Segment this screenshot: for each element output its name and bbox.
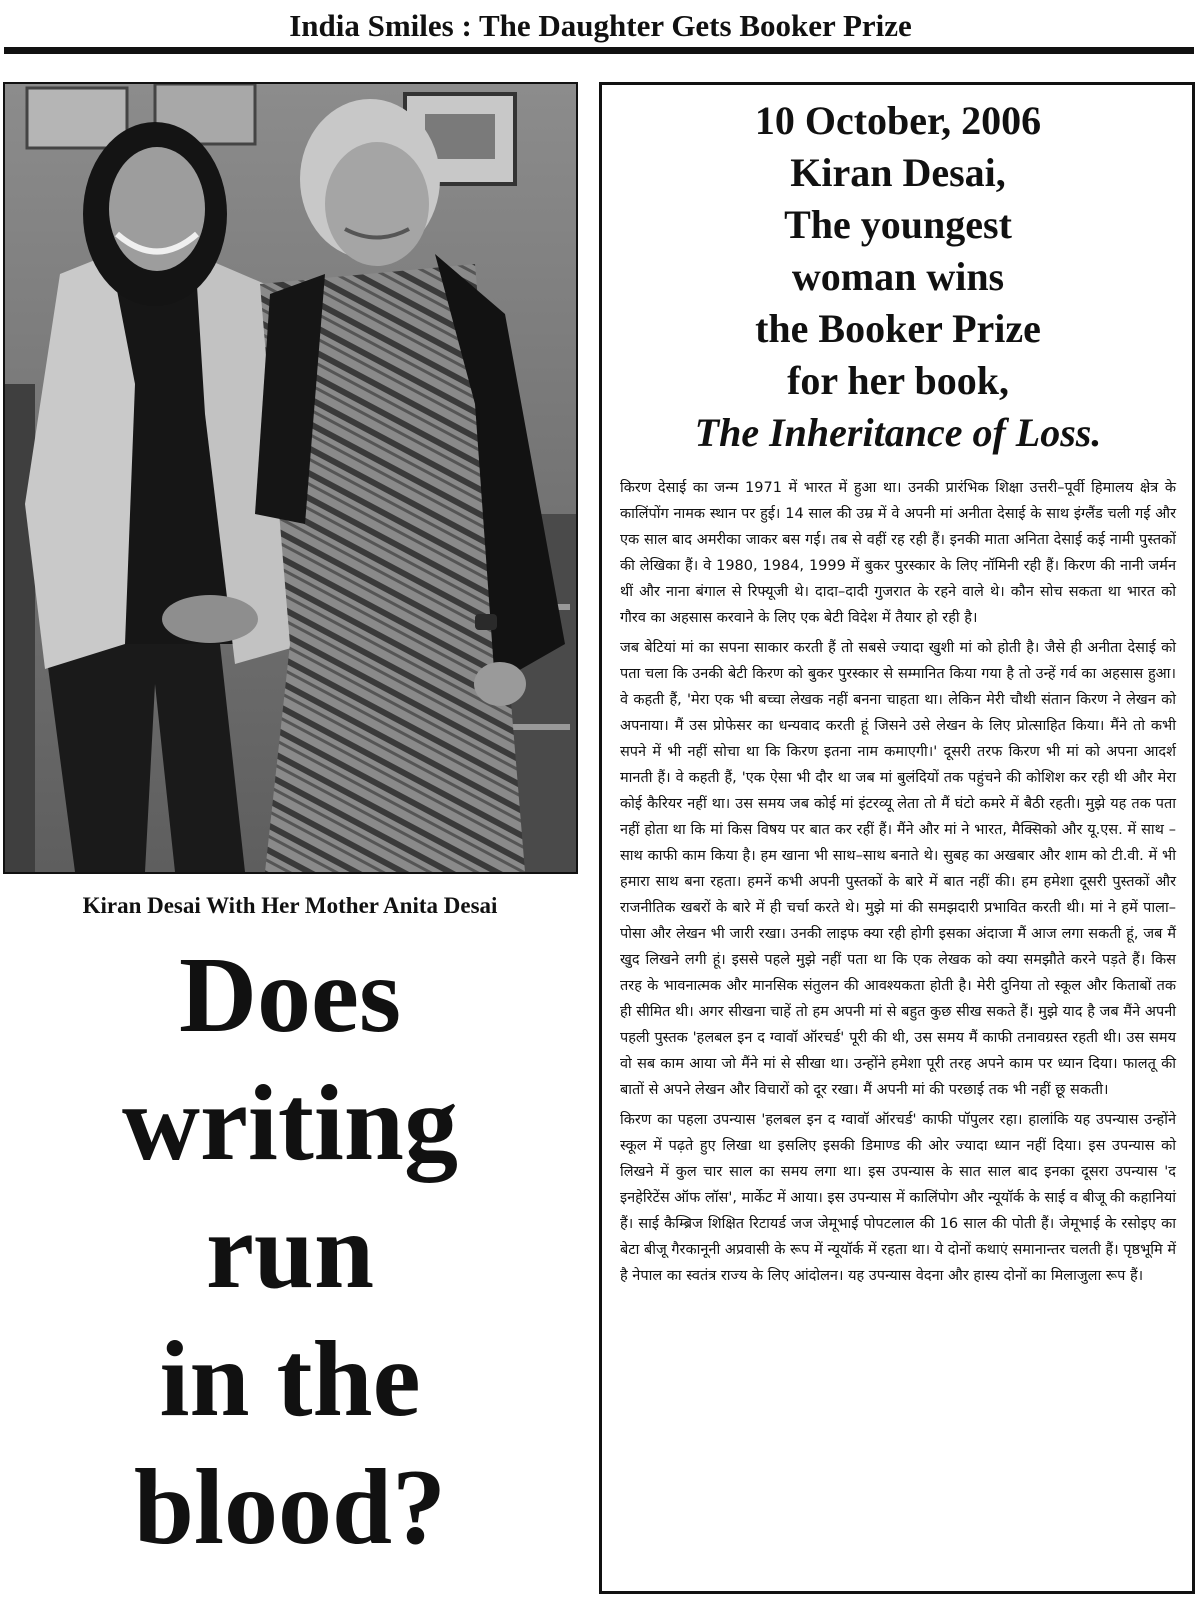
headline-line: for her book, <box>787 358 1009 403</box>
question-line: writing <box>122 1064 458 1183</box>
big-question-headline <box>0 932 580 1572</box>
question-line: run <box>205 1192 375 1311</box>
headline-line: Kiran Desai, <box>790 150 1006 195</box>
photo-caption: Kiran Desai With Her Mother Anita Desai <box>82 893 498 918</box>
headline-line: woman wins <box>791 254 1005 299</box>
question-line: blood? <box>133 1448 447 1567</box>
headline-line: the Booker Prize <box>755 306 1041 351</box>
article-paragraph: जब बेटियां मां का सपना साकार करती हैं तो सबसे ज्यादा खुशी मां को होती है। जैसे ही अनीता देसाई को पता चला कि उनकी बेटी किरण को बुकर पुरस्कार से सम्मानित किया गया है तो उन्हें गर्व का अहसास हुआ। वे कहती हैं, 'मेरा एक भी बच्चा लेखक नहीं बनना चाहता था। लेकिन मेरी चौथी संतान किरण ने लेखन को अपनाया। मैं उस प्रोफेसर का धन्यवाद करती हूं जिसने उसे लेखन के लिए प्रोत्साहित किया। मैंने तो कभी सपने में भी नहीं सोचा था कि किरण इतना नाम कमाएगी।' दूसरी तरफ किरण भी मां को अपना आदर्श मानती हैं। वे कहती हैं, 'एक ऐसा भी दौर था जब मां बुलंदियों तक पहुंचने की कोशिश कर रही थी और मेरा कोई कैरियर नहीं था। उस समय जब कोई मां इंटरव्यू लेता तो मैं घंटो कमरे में बैठी रहती। मुझे यह तक पता नहीं होता था कि मां किस विषय पर बात कर रहीं हैं। मैंने और मां ने भारत, मैक्सिको और यू.एस. में साथ – साथ काफी काम किया है। हम खाना भी साथ–साथ बनाते थे। सुबह का अखबार और शाम को टी.वी. में भी हमारा साथ बना रहता। हमनें कभी अपनी पुस्तकों के बारे में बात नहीं की। हम हमेशा दूसरी पुस्तकों और राजनीतिक खबरों के बारे में ही चर्चा करते थे। मुझे मां की समझदारी प्रभावित करती थी। मां ने हमें पाला–पोसा और लेखन भी जारी रखा। उनकी लाइफ क्या रही होगी इसका अंदाजा मैं आज लगा सकती हूं, जब मैं खुद लिखने लगी हूं। इससे पहले मुझे नहीं पता था कि एक लेखक को क्या समझौते करने पड़ते हैं। किस तरह के भावनात्मक और मानसिक संतुलन की आवश्यकता होती है। मेरी दुनिया तो स्कूल और किताबों तक ही सीमित थी। अगर सीखना चाहें तो हम अपनी मां से बहुत कुछ सीख सकते हैं। मुझे याद है जब मैंने अपनी पहली पुस्तक 'हलबल इन द ग्वावॉ ऑरचर्ड' पूरी की थी, उस समय मैं काफी तनावग्रस्त रहती थी। उस समय वो सब काम आया जो मैंने मां से सीखा था। उन्होंने हमेशा पूरी तरह अपने काम पर ध्यान दिया। फालतू की बातों से अपने लेखन और विचारों को दूर रखा। मैं अपनी मां की परछाई तक भी नहीं छू सकती। <box>620 640 1176 1098</box>
headline-date: 10 October, 2006 <box>754 98 1042 143</box>
page-title: India Smiles : The Daughter Gets Booker Prize <box>289 8 912 43</box>
question-line: in the <box>159 1320 421 1439</box>
article-paragraph: किरण देसाई का जन्म 1971 में भारत में हुआ था। उनकी प्रारंभिक शिक्षा उत्तरी–पूर्वी हिमालय क्षेत्र के कालिंपोंग नामक स्थान पर हुई। 14 साल की उम्र में वे अपनी मां अनीता देसाई के साथ इंग्लैंड चली गई और एक साल बाद अमरीका जाकर बस गई। तब से वहीं रह रही हैं। इनकी माता अनिता देसाई कई नामी पुस्तकों की लेखिका हैं। वे 1980, 1984, 1999 में बुकर पुरस्कार के लिए नॉमिनी रही हैं। किरण की नानी जर्मन थीं और नाना बंगाल से रिफ्यूजी थे। दादा–दादी गुजरात के रहने वाले थे। कौन सोच सकता था भारत को गौरव का अहसास करवाने के लिए एक बेटी विदेश में तैयार हो रही है। <box>620 480 1176 626</box>
headline-book-title: The Inheritance of Loss. <box>694 410 1102 455</box>
article-box <box>599 82 1195 1594</box>
article-headline <box>620 95 1176 459</box>
header-rule <box>4 47 1194 54</box>
photo-kiran-and-anita-desai <box>3 82 578 874</box>
question-line: Does <box>179 936 401 1055</box>
headline-line: The youngest <box>784 202 1012 247</box>
article-paragraph: किरण का पहला उपन्यास 'हलबल इन द ग्वावॉ ऑरचर्ड' काफी पॉपुलर रहा। हालांकि यह उपन्यास उन्होंने स्कूल में पढ़ते हुए लिखा था इसलिए इसकी डिमाण्ड की ओर ज्यादा ध्यान नहीं दिया। इस उपन्यास को लिखने में कुल चार साल का समय लगा था। इस उपन्यास के सात साल बाद इनका दूसरा उपन्यास 'द इनहेरिटेंस ऑफ लॉस', मार्केट में आया। इस उपन्यास में कालिंपोग और न्यूयॉर्क के साई व बीजू की कहानियां हैं। साई कैम्ब्रिज शिक्षित रिटायर्ड जज जेमूभाई पोपटलाल की 16 साल की पोती हैं। जेमूभाई के रसोइए का बेटा बीजू गैरकानूनी अप्रवासी के रूप में न्यूयॉर्क में रहता था। ये दोनों कथाएं समानान्तर चलती हैं। पृष्ठभूमि में है नेपाल का स्वतंत्र राज्य के लिए आंदोलन। यह उपन्यास वेदना और हास्य दोनों का मिलाजुला रूप हैं। <box>620 1112 1176 1284</box>
